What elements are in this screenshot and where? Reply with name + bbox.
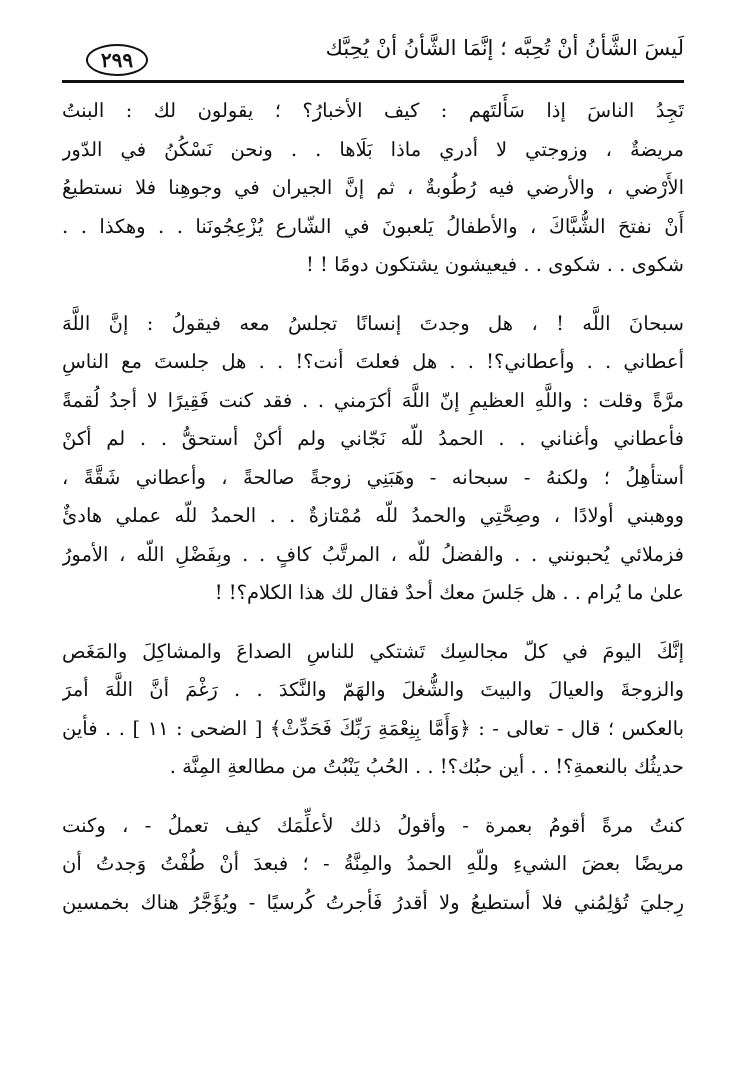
text-line: حديثُك بالنعمةِ؟! . . أين حبُك؟! . . الحُبُ يَنْبُتُ من مطالعةِ المِنَّة .	[169, 755, 684, 778]
page-number-badge: ٢٩٩	[86, 44, 148, 76]
text-line: فزملائي يُحبونني . . والفضلُ للّه ، المرتَّبُ كافٍ . . وبِفَضْلِ اللّه ، الأمورُ	[62, 542, 684, 566]
running-title: لَيسَ الشَّأنُ أنْ تُحِبَّه ؛ إنَّمَا الشَّأنُ أنْ يُحِبَّك	[325, 36, 684, 60]
text-line: أعطاني . . وأعطاني؟! . . هل فعلتَ أنت؟! . . هل جلستَ مع الناسِ	[62, 350, 684, 373]
text-line: فأعطاني وأغناني . . الحمدُ للّه نَجّاني ولم أكنْ أستحقُّ . . لم أكنْ	[62, 427, 684, 450]
text-line: مرَّةً وقلت : واللَّهِ العظيمِ إنّ اللَّهَ أكرَمني . . فقد كنت فَقِيرًا لا أجدُ لُقمةً	[62, 388, 684, 412]
text-line: سبحانَ اللَّه ! ، هل وجدتَ إنسانًا تجلسُ معه فيقولُ : إنَّ اللَّهَ	[62, 311, 684, 335]
text-line: مريضةٌ ، وزوجتي لا أدري ماذا بَلَاها . . ونحن نَسْكُنُ في الدّور	[62, 137, 684, 161]
paragraph-gratitude	[62, 305, 684, 613]
paragraph-umrah	[62, 807, 684, 923]
text-line: مريضًا بعضَ الشيءِ وللّهِ الحمدُ والمِنَّةُ - ؛ فبعدَ أنْ طُفْتُ وَجدتُ أن	[62, 852, 684, 875]
text-line: ووهبني أولادًا ، وصِحَّتِي والحمدُ للّه مُمْتازةٌ . . الحمدُ للّه عملي هادئٌ	[62, 504, 684, 527]
text-line: شكوى . . شكوى . . فيعيشون يشتكون دومًا ! !	[306, 253, 684, 276]
text-line: أستأهِلُ ؛ ولكنهُ - سبحانه - وهَبَنِي زوجةً صالحةً ، وأعطاني شَقَّةً ،	[62, 465, 684, 489]
body-text	[62, 92, 684, 922]
text-line: تَجِدُ الناسَ إذا سَأَلتَهم : كيف الأخبارُ؟ ؛ يقولون لك : البنتُ	[62, 99, 684, 122]
text-line: رِجليَ تُؤلِمُني فلا أستطيعُ ولا أقدرُ فَأجرتُ كُرسيًا - ويُؤَجَّرُ هناك بخمسين	[62, 890, 684, 914]
text-line: كنتُ مرةً أقومُ بعمرة - وأقولُ ذلك لأعلِّمَك كيف تعملُ - ، وكنت	[62, 813, 684, 837]
text-line: إنَّكَ اليومَ في كلّ مجالسِك تَشتكي للناسِ الصداعَ والمشاكِلَ والمَغَص	[62, 639, 684, 663]
paragraph-complaints	[62, 92, 684, 285]
page-header	[62, 28, 684, 83]
text-line: الأَرْضي ، والأرضي فيه رُطُوبةٌ ، ثم إنَّ الجيران في وجوهِنا فلا نستطيعُ	[62, 176, 684, 199]
text-line: والزوجةَ والعيالَ والبيتَ والشُّغلَ والهَمّ والنَّكدَ . . رَغْمَ أنَّ اللَّهَ أمرَ	[62, 678, 684, 701]
text-line: بالعكس ؛ قال - تعالى - : ﴿وَأَمَّا بِنِعْمَةِ رَبِّكَ فَحَدِّثْ﴾ [ الضحى : ١١ ] . . فأين	[62, 716, 684, 740]
paragraph-blessing	[62, 633, 684, 787]
text-line: علىٰ ما يُرام . . هل جَلسَ معك أحدٌ فقال لك هذا الكلام؟! !	[214, 581, 684, 604]
text-line: أَنْ نفتحَ الشُّبَّاكَ ، والأطفالُ يَلعبونَ في الشّارع يُزْعِجُونَنا . . وهكذا . .	[62, 214, 684, 238]
